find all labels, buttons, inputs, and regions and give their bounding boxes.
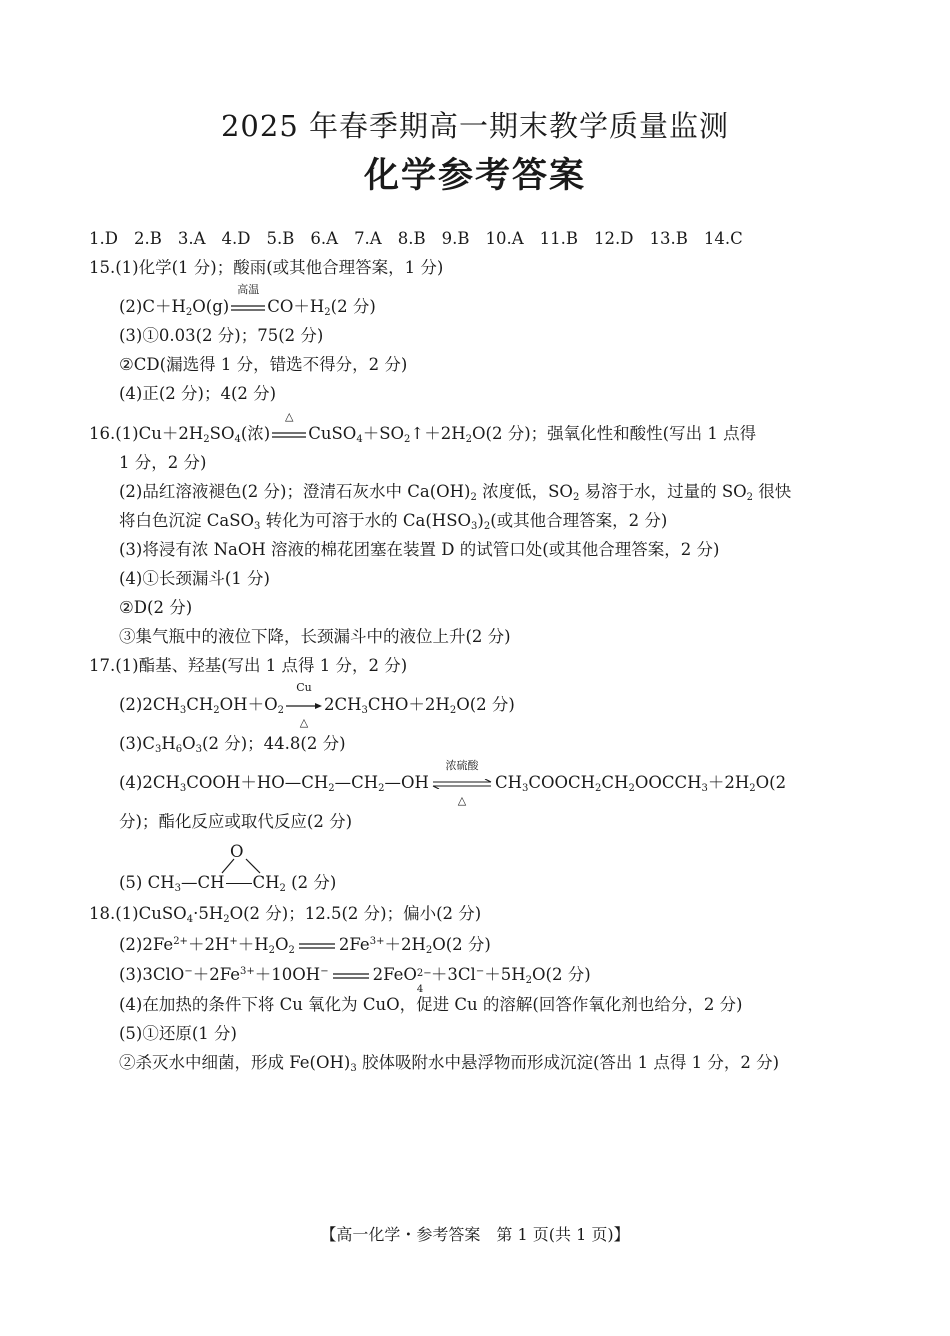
text-segment: COOH＋HO—CH — [186, 773, 329, 792]
q18-part4: (4)在加热的条件下将 Cu 氧化为 CuO，促进 Cu 的溶解(回答作氧化剂也给分，2 分) — [119, 995, 743, 1014]
text-segment: ＋2H — [384, 935, 426, 954]
subscript: 2 — [465, 434, 473, 445]
subscript: 2 — [483, 521, 491, 532]
text-segment: 2Fe — [338, 935, 370, 954]
condition-label: △ — [299, 716, 309, 729]
text-segment: ＋H — [237, 935, 269, 954]
text-segment: (2 分)；44.8(2 分) — [202, 734, 346, 753]
q18-part1 — [89, 903, 481, 925]
q16-part3: (3)将浸有浓 NaOH 溶液的棉花团塞在装置 D 的试管口处(或其他合理答案，2 分) — [119, 540, 720, 559]
text-segment: (3)3ClO — [119, 965, 185, 984]
subscript: 2 — [185, 307, 193, 318]
choice-answer: 12.D — [594, 229, 634, 248]
text-segment: O(g) — [192, 297, 230, 316]
subscript: 3 — [521, 783, 529, 794]
text-segment: (2)C＋H — [119, 297, 186, 316]
text-segment: ＋2H — [707, 773, 750, 792]
text-segment: (浓) — [240, 424, 271, 443]
text-segment: ＋2H — [187, 935, 230, 954]
text-segment: CH — [252, 873, 280, 892]
text-segment: ＋3Cl — [430, 965, 476, 984]
reaction-condition — [431, 759, 493, 807]
subscript: 3 — [179, 783, 187, 794]
q15-part3b: ②CD(漏选得 1 分，错选不得分，2 分) — [119, 355, 408, 374]
text-segment: —CH — [334, 773, 379, 792]
q16-part4: (4)①长颈漏斗(1 分) — [119, 569, 270, 588]
subscript: 4 — [186, 914, 194, 925]
reaction-condition — [272, 410, 306, 445]
page-footer: 【高一化学・参考答案 第 1 页(共 1 页)】 — [320, 1225, 630, 1244]
q15-part4: (4)正(2 分)；4(2 分) — [119, 384, 277, 403]
subscript: 2 — [404, 434, 411, 445]
subscript: 3 — [174, 883, 182, 894]
text-segment: O(2 分)；强氧化性和酸性(写出 1 点得 — [472, 424, 757, 443]
choice-answer: 4.D — [221, 229, 251, 248]
ring-bond — [226, 883, 252, 884]
choice-answer: 14.C — [703, 229, 743, 248]
text-segment: 16.(1)Cu＋2H — [89, 424, 204, 443]
subscript: 2 — [572, 492, 580, 503]
text-segment: CuSO — [308, 424, 357, 443]
text-segment: 易溶于水，过量的 SO — [579, 482, 747, 501]
text-segment: 很快 — [753, 482, 792, 501]
subscript: 2 — [277, 705, 284, 716]
text-segment: (2)品红溶液褪色(2 分)；澄清石灰水中 Ca(OH) — [119, 482, 471, 501]
text-segment: ＋SO — [362, 424, 405, 443]
page-subtitle: 化学参考答案 — [363, 155, 586, 196]
condition-label: Cu — [296, 681, 312, 694]
subscript: 3 — [361, 705, 368, 716]
condition-label: △ — [285, 410, 294, 423]
text-segment: COOCH — [528, 773, 596, 792]
subscript: 2 — [203, 434, 210, 445]
text-segment: 2CH — [323, 695, 362, 714]
q16-part4c: ③集气瓶中的液位下降，长颈漏斗中的液位上升(2 分) — [119, 627, 511, 646]
text-segment: O(2 分) — [456, 695, 515, 714]
superscript: 3+ — [240, 966, 255, 977]
reaction-condition — [231, 283, 265, 318]
text-segment: SO — [209, 424, 235, 443]
subscript: 2 — [268, 945, 275, 956]
subscript: 6 — [175, 744, 183, 755]
q17-part3 — [119, 733, 346, 755]
text-segment: (5) — [119, 873, 143, 892]
q18-part3: $(3)3ClO^-+2Fe^{3+}+10OH^-$ 2FeO 2− 4 $+3Cl^-+5H_2O(2$ 分) — [119, 965, 591, 995]
q15-part1: 15.(1)化学(1 分)；酸雨(或其他合理答案，1 分) — [89, 258, 444, 277]
text-segment: CH — [147, 873, 175, 892]
q17-part4 — [119, 759, 787, 807]
text-segment: O — [274, 935, 289, 954]
superscript: − — [320, 966, 329, 977]
subscript: 2 — [449, 705, 457, 716]
subscript: 2 — [749, 783, 756, 794]
q15-part3: (3)①0.03(2 分)；75(2 分) — [119, 326, 324, 345]
text-segment: O(2 分) — [432, 935, 491, 954]
subscript: 2 — [628, 783, 635, 794]
subscript: 3 — [350, 1063, 357, 1074]
choice-answers — [89, 228, 759, 250]
choice-answer: 3.A — [177, 229, 206, 248]
text-segment: (2 分) — [330, 297, 376, 316]
condition-label: 浓硫酸 — [445, 759, 479, 772]
epoxide-oxygen: O — [230, 842, 244, 861]
q16-part1 — [89, 410, 757, 445]
page-title: 2025 年春季期高一期末教学质量监测 — [220, 109, 730, 143]
text-segment: ) — [477, 511, 484, 530]
q16-part1-cont: 1 分，2 分) — [119, 453, 207, 472]
text-segment: O — [182, 734, 196, 753]
text-segment: CH — [186, 695, 214, 714]
q18-part5b — [119, 1052, 779, 1074]
subscript: 2 — [525, 975, 532, 986]
condition-label: 高温 — [237, 283, 260, 296]
choice-answer: 9.B — [441, 229, 470, 248]
subscript: 2 — [288, 945, 295, 956]
epoxide-bonds — [212, 856, 272, 876]
text-segment: ＋2Fe — [192, 965, 241, 984]
text-segment: H — [161, 734, 176, 753]
subscript: 2 — [324, 307, 331, 318]
subscript: 4 — [356, 434, 363, 445]
q18-part2 — [119, 934, 491, 956]
choice-answer: 11.B — [539, 229, 579, 248]
q16-part2 — [119, 481, 791, 503]
text-segment: (4)2CH — [119, 773, 180, 792]
subscript: 3 — [701, 783, 708, 794]
text-segment: (2)2CH — [119, 695, 180, 714]
q15-part2 — [119, 283, 376, 318]
text-segment: CO＋H — [267, 297, 325, 316]
q17-part1: 17.(1)酯基、羟基(写出 1 点得 1 分，2 分) — [89, 656, 408, 675]
text-segment: OOCCH — [634, 773, 702, 792]
choice-answer: 6.A — [310, 229, 339, 248]
subscript: 2 — [470, 492, 477, 503]
subscript: 4 — [234, 434, 241, 445]
text-segment: (2)2Fe — [119, 935, 174, 954]
q17-part4-cont: 分)；酯化反应或取代反应(2 分) — [119, 812, 353, 831]
reaction-condition — [286, 681, 322, 729]
text-segment: ②杀灭水中细菌，形成 Fe(OH) — [119, 1053, 351, 1072]
equals-arrow — [272, 431, 306, 439]
text-segment: ＋5H — [484, 965, 526, 984]
choice-answer: 7.A — [354, 229, 382, 248]
superscript: + — [229, 936, 238, 947]
text-segment: (2 分) — [291, 873, 337, 892]
q16-part2-cont — [119, 510, 667, 532]
reaction-condition — [331, 964, 371, 986]
text-segment: —OH — [384, 773, 429, 792]
subscript: 2 — [279, 883, 286, 894]
text-segment: O(2 分)；12.5(2 分)；偏小(2 分) — [229, 904, 482, 923]
text-segment: ＋10OH — [254, 965, 321, 984]
subscript: 3 — [179, 705, 187, 716]
subscript: 2 — [213, 705, 220, 716]
text-segment: 2FeO — [372, 965, 417, 984]
text-segment: (或其他合理答案，2 分) — [490, 511, 668, 530]
subscript: 3 — [195, 744, 203, 755]
text-segment: 将白色沉淀 CaSO — [119, 511, 255, 530]
arrow — [286, 702, 322, 710]
subscript: 2 — [595, 783, 602, 794]
subscript: 2 — [746, 492, 754, 503]
choice-answer: 13.B — [649, 229, 688, 248]
text-segment: OH＋O — [219, 695, 278, 714]
text-segment: 浓度低，SO — [476, 482, 573, 501]
equals-arrow — [231, 304, 265, 312]
superscript: − — [475, 966, 485, 977]
q17-part2 — [119, 681, 515, 729]
subscript: 3 — [155, 744, 162, 755]
subscript: 2 — [425, 945, 433, 956]
text-segment: (3)C — [119, 734, 155, 753]
equals-arrow — [297, 942, 337, 950]
reaction-condition — [297, 934, 337, 956]
choice-answer: 5.B — [266, 229, 295, 248]
superscript: 2+ — [173, 936, 188, 947]
subscript: 2 — [223, 914, 230, 925]
text-segment: CH — [494, 773, 522, 792]
choice-answer: 2.B — [133, 229, 162, 248]
text-segment: ↑＋2H — [410, 424, 466, 443]
text-segment: 胶体吸附水中悬浮物而形成沉淀(答出 1 点得 1 分，2 分) — [356, 1053, 780, 1072]
subscript: 3 — [254, 521, 261, 532]
q18-part5: (5)①还原(1 分) — [119, 1024, 237, 1043]
text-segment: O(2 分) — [531, 965, 591, 984]
reversible-arrow — [431, 779, 493, 789]
choice-answer: 8.B — [397, 229, 426, 248]
equals-arrow — [331, 972, 371, 980]
superscript: 3+ — [369, 936, 385, 947]
subscript: 3 — [471, 521, 478, 532]
choice-answer: 10.A — [485, 229, 524, 248]
condition-label: △ — [457, 794, 467, 807]
text-segment: CH — [601, 773, 629, 792]
text-segment: ·5H — [193, 904, 224, 923]
subscript: 2 — [378, 783, 385, 794]
superscript: − — [184, 966, 193, 977]
text-segment: 18.(1)CuSO — [89, 904, 187, 923]
text-segment: O(2 — [755, 773, 787, 792]
text-segment: —CH — [181, 873, 225, 892]
text-segment: CHO＋2H — [367, 695, 450, 714]
q16-part4b: ②D(2 分) — [119, 598, 193, 617]
text-segment: 转化为可溶于水的 Ca(HSO — [260, 511, 472, 530]
choice-answer: 1.D — [89, 229, 118, 248]
subscript: 2 — [328, 783, 335, 794]
